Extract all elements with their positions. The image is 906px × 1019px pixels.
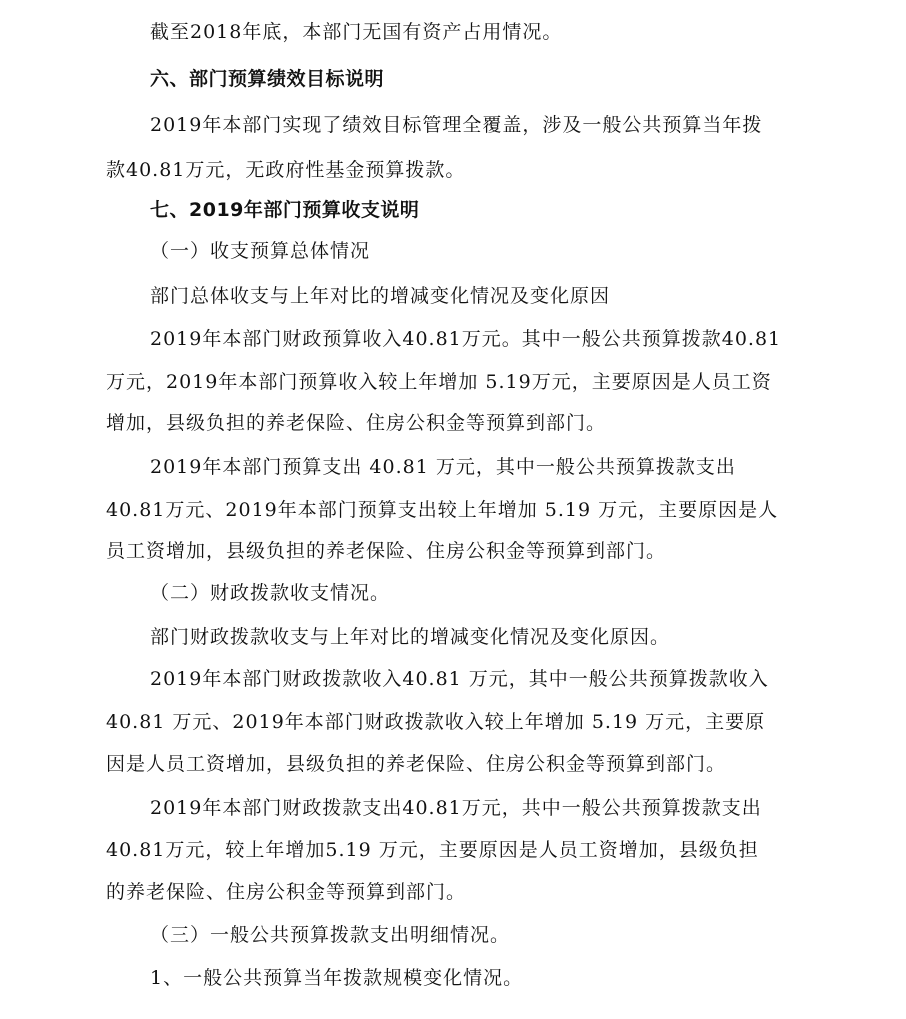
text-line: 40.81万元，较上年增加5.19 万元，主要原因是人员工资增加，县级负担 xyxy=(106,839,759,861)
subsection-heading-general-budget-details: （三）一般公共预算拨款支出明细情况。 xyxy=(150,924,511,946)
text-line: 2019年本部门财政拨款收入40.81 万元，其中一般公共预算拨款收入 xyxy=(150,668,769,690)
text-line: 2019年本部门实现了绩效目标管理全覆盖，涉及一般公共预算当年拨 xyxy=(150,114,763,136)
list-item: 1、一般公共预算当年拨款规模变化情况。 xyxy=(150,967,524,989)
text-line: 40.81 万元、2019年本部门财政拨款收入较上年增加 5.19 万元，主要原 xyxy=(106,711,766,733)
text-line: 部门财政拨款收支与上年对比的增减变化情况及变化原因。 xyxy=(150,626,671,648)
text-line: 40.81万元、2019年本部门预算支出较上年增加 5.19 万元，主要原因是人 xyxy=(106,499,779,521)
text-line: 2019年本部门财政预算收入40.81万元。其中一般公共预算拨款40.81 xyxy=(150,328,782,350)
text-line: 款40.81万元，无政府性基金预算拨款。 xyxy=(106,159,466,181)
text-line: 万元，2019年本部门预算收入较上年增加 5.19万元，主要原因是人员工资 xyxy=(106,371,772,393)
text-line-asset-status: 截至2018年底，本部门无国有资产占用情况。 xyxy=(150,21,563,43)
text-line: 员工资增加，县级负担的养老保险、住房公积金等预算到部门。 xyxy=(106,540,667,562)
subsection-heading-fiscal-appropriation: （二）财政拨款收支情况。 xyxy=(150,582,391,604)
subsection-heading-overall-budget: （一）收支预算总体情况 xyxy=(150,240,371,262)
text-line: 2019年本部门预算支出 40.81 万元，其中一般公共预算拨款支出 xyxy=(150,456,736,478)
text-line: 因是人员工资增加，县级负担的养老保险、住房公积金等预算到部门。 xyxy=(106,753,727,775)
section-heading-budget-income-expenditure: 七、2019年部门预算收支说明 xyxy=(150,199,420,221)
text-line: 2019年本部门财政拨款支出40.81万元，共中一般公共预算拨款支出 xyxy=(150,797,762,819)
section-heading-performance-goals: 六、部门预算绩效目标说明 xyxy=(150,68,385,90)
text-line: 部门总体收支与上年对比的增减变化情况及变化原因 xyxy=(150,285,611,307)
text-line: 增加，县级负担的养老保险、住房公积金等预算到部门。 xyxy=(106,412,607,434)
text-line: 的养老保险、住房公积金等预算到部门。 xyxy=(106,881,467,903)
